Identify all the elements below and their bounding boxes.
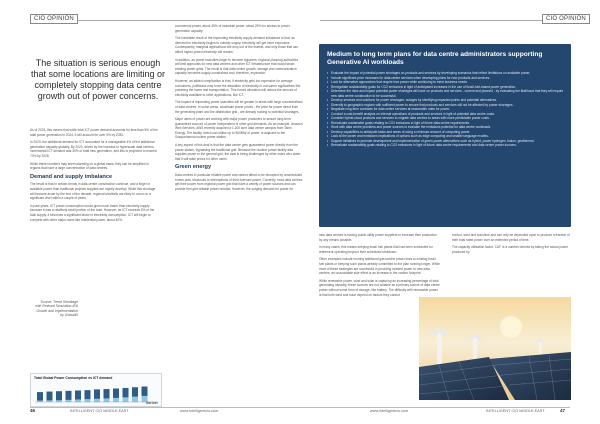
chart-bar-ict — [75, 399, 81, 402]
chart-bar-ict — [113, 398, 119, 402]
section-tag-left: CIO OPINION — [30, 14, 78, 24]
chart-title: Total Global Power Consumption vs ICT demand — [34, 376, 113, 380]
chart-source: Source: Trend Shrinkage with Revised Simulation-IEA Growth and Implementation by GlobalID — [35, 300, 78, 318]
panel-item: • Reevaluate sustainability goals relating to CO2 emissions in light of future data centre requirements and data centre power sources. — [327, 143, 565, 148]
paragraph: A key aspect of this deal is that the data centre gets guaranteed power directly from the power station, bypassing the traditional grid. Because the nuclear power facility also supplies power to the general grid, the deal is being challenged by other users who claim that it will raise prices for other users. — [175, 143, 301, 161]
header-rule-right — [320, 20, 570, 21]
paragraph: In past years, ICT power consumption would grow much faster than electricity supply because it was a relatively small portion of the total. However, as ICT exceeds 5% of the total supply, it becomes a significant factor in electricity consumption. ICT will begin to compete with other major users like residential power, about 40%. — [30, 203, 155, 222]
chart-bar-total — [37, 392, 43, 402]
chart-bar-ict — [66, 400, 72, 402]
panel-item: • Consider hybrid-cloud products and services to migrate data centres to areas with more predictable power costs. — [327, 116, 565, 121]
footer-rule-left — [30, 407, 300, 408]
paragraph: new data centres is forcing public utility power suppliers to increase their production by any means possible. — [319, 233, 437, 242]
paragraph: In many cases, this means keeping fossil fuel plants that had been scheduled for retirement operating beyond their scheduled shutdown. — [319, 245, 433, 254]
paragraph: control, wind and sunshine and can only be depended upon to produce a fraction of their total rated power over an extended period of time. — [452, 233, 570, 242]
paragraph: As of 2024, this means that while total ICT power demand accounts for less than 5% of the total power generation in 2024, it will account for over 9% by 2030. — [30, 128, 158, 137]
chart-bar-ict — [85, 399, 91, 402]
chart-bar-ict — [132, 397, 138, 402]
paragraph: While renewable power, wind and solar is capturing an increasing percentage of total generating capacity, these sources are not suitable as a primary source of data centre power without some form of storage, like battery. The difficulty with renewable power is that both wind and solar depend on factors they cannot — [319, 278, 440, 297]
paragraph: Major users of power are working with major power producers to secure long-term guaranteed sources of power independent of other grid demands. As an example, Amazon Web Services, AWS recently acquired a 1,200 acre data centre campus from Talen Energy. The facility, which can utilise up to 960MW of power, is adjacent to the Susquehanna nuclear power station. — [175, 117, 303, 140]
paragraph: While these numbers may seem alarming on a global basis, they can be amplified in regions that have a large concentration of data centres. — [30, 161, 149, 171]
section-heading: Green energy — [175, 164, 212, 171]
paragraph: The result is that in certain trends in data centre construction continue, and a linger in available power than traditional projects supplies are rapidly develop. While this shortage will become acute by the end of the decade, regional shortfalls are likely to occur on a significant level within a couple of years. — [30, 182, 156, 201]
paragraph: In 2023, the additional demand for ICT accounted for a manageable 4% of the additional generation capacity globally. By 2023, driven by the increase in hyperscale data centres, incremental ICT demand was 30% of total new generation, and this is projected to exceed 70% by 2028. — [30, 140, 157, 158]
panel-item: • Determine the risks and impact potential power shortages will have on products and services - current and planned - by evaluating the likelihood that they will require new data centre construction to be successful. — [327, 89, 565, 98]
panel-item: • Work with data centre providers and power sources to evaluate the emissions potential for data centre workloads. — [327, 125, 565, 130]
right-column-1 — [319, 233, 441, 300]
chart-bar-ict — [123, 397, 129, 402]
page-number-left: 46 — [30, 408, 36, 413]
chart-bar-ict — [56, 400, 62, 402]
paragraph: The inevitable result of the impending electricity supply-demand imbalance is that, as demand for electricity begins to outstrip supply, electricity will get more expensive. Consequently, marginal applications will drop out of the market, and only those that can afford higher-priced electricity will remain. — [175, 36, 299, 54]
panel-item: • Look for alternative approaches that require less power while continuing to meet business needs. — [327, 80, 565, 85]
paragraph: commercial power, about 35% of industrial power, about 25% for access to power generation capacity. — [175, 24, 290, 33]
section-tag-right: CIO OPINION — [542, 14, 590, 24]
footer-rule-right — [300, 407, 570, 408]
chart-bar-ict — [37, 401, 43, 402]
chart-bar-ict — [94, 399, 100, 402]
panel-item: • Reevaluate sustainable goals relating to CO2 emissions in light of future data centre requirements. — [327, 121, 565, 126]
panel-item: • Evaluate the impact of potential power shortages on products and services by developing scenarios that reflect limitations on available power. — [327, 71, 565, 76]
page-number-right: 47 — [560, 408, 566, 413]
panel-item: • Develop capabilities to anticipate tasks and areas of using a minimum amount of computing power. — [327, 130, 565, 135]
paragraph: Data centres in particular reliable power and cannot afford to be disrupted by unscheduled brown-outs, blackouts or interruptions of their licensed power. Currently, most data centres get their power from regional power grid that have a variety of power sources and can provide firm grid-reliable power needed. However, the surging demand for power for — [175, 173, 303, 191]
panel-title: Medium to long term plans for data centre administrators supporting Generative AI workloads — [327, 51, 543, 66]
paragraph: The impact of impending power scarcities will be greater in areas with large concentrations of data centres. In some areas, wholesale power prices - the price for power direct from the generating plant and the distribution grid - are already rocking to potential shortages. — [175, 100, 303, 114]
left-column-1 — [30, 128, 158, 225]
solar-panels-image — [419, 297, 571, 400]
power-chart — [30, 373, 162, 407]
chart-legend: Gartner — [145, 401, 158, 405]
chart-bar-ict — [47, 400, 53, 402]
paragraph: Other examples include running additional gas turbine power lines to existing fossil fuel plants or keeping such plants already committed to the plan running longer. While most of these strategies are successful in providing needed power to new data centres, an unavoidable side effect is an increase in the carbon footprint. — [319, 257, 440, 276]
panel-item: • Renegotiate sustainability goals for CO2 emissions in light of anticipated increases in the use of fossil-fuel-based power generation. — [327, 85, 565, 90]
magazine-name-right: INTELLIGENT CIO MIDDLE EAST — [486, 409, 545, 413]
magazine-name-left: INTELLIGENT CIO MIDDLE EAST — [70, 409, 129, 413]
panel-item: • Include significant price increases for data centre services when developing plans for new products and services. — [327, 76, 565, 81]
left-column-2 — [175, 24, 303, 194]
panel-item: • Diversify to geographic regions with sufficient power to ensure that products and services will not be affected by power shortages. — [327, 103, 565, 108]
paragraph: The capacity utilisation factor, CUF is a number derived by taking the actual power produced by — [452, 245, 569, 254]
panel-item: • Negotiate long-term contracts for data centre services at reasonable rates for power. — [327, 107, 565, 112]
plans-panel — [319, 44, 571, 227]
paragraph: However, an added complication is that, if electricity gets too expensive for average consumers, politicians may force the allocation of electricity to consumer applications like powering the home and transportation. This forced allocation will reduce the amount of electricity available to other applications, like ICT. — [175, 78, 301, 97]
url-right[interactable]: www.intelligentcio.com — [370, 409, 409, 413]
panel-item: • Conduct a cost-benefit analysis on internal operations of products and services in light of potential data centre costs. — [327, 112, 565, 117]
panel-list — [327, 71, 565, 148]
paragraph: In addition, as power scarcities begin to become apparent, regional planning authorities will limit approvals for new data centres and other ICT infrastructure that would strain existing power grids. The result is that data centre growth, storage and communication capacity becomes supply-constrained and, therefore, expensive. — [175, 57, 299, 76]
chart-svg — [31, 374, 161, 406]
right-column-2 — [452, 233, 570, 257]
url-left[interactable]: www.intelligentcio.com — [180, 409, 219, 413]
panel-item: • Develop services and solutions for power shortages: outages by identifying impacted points and potential alternatives. — [327, 98, 565, 103]
solar-panels-photo — [419, 297, 571, 400]
panel-item: • Support initiatives to promote development and implementation of green power alternatives such as hybrid, power hydrogen, fusion, geothermal. — [327, 139, 565, 144]
pull-quote: The situation is serious enough that some locations are limiting or completely stopping data centre growth out of power concerns. — [30, 58, 166, 101]
section-heading: Demand and supply imbalance — [30, 173, 113, 180]
panel-item: • Look at the power and emissions implications of options such as edge computing and smaller language models. — [327, 134, 565, 139]
chart-bar-ict — [104, 398, 110, 402]
